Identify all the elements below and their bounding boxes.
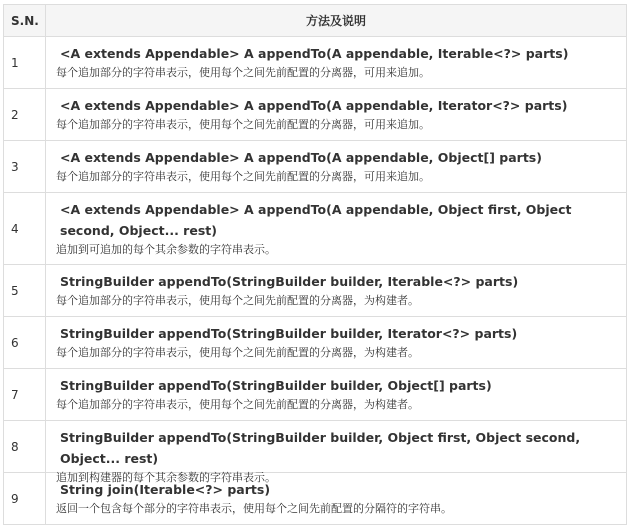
method-description: 每个追加部分的字符串表示，使用每个之间先前配置的分离器，为构建者。 (56, 398, 419, 411)
table-row (4, 37, 626, 89)
row-content (46, 193, 626, 264)
method-description: 每个追加部分的字符串表示，使用每个之间先前配置的分离器，可用来追加。 (56, 118, 430, 131)
row-sn: 5 (4, 265, 46, 316)
row-content (46, 317, 626, 368)
table-row (4, 473, 626, 525)
method-description: 返回一个包含每个部分的字符串表示，使用每个之间先前配置的分隔符的字符串。 (56, 502, 452, 515)
method-signature: StringBuilder appendTo(StringBuilder builder, Object[] parts) (60, 378, 492, 393)
row-sn: 4 (4, 193, 46, 264)
row-content (46, 89, 626, 140)
row-content (46, 369, 626, 420)
row-sn: 7 (4, 369, 46, 420)
method-signature: <A extends Appendable> A appendTo(A appendable, Iterator<?> parts) (60, 98, 568, 113)
row-sn: 6 (4, 317, 46, 368)
method-signature: <A extends Appendable> A appendTo(A appendable, Iterable<?> parts) (60, 46, 569, 61)
row-content (46, 141, 626, 192)
header-method: 方法及说明 (305, 14, 366, 28)
row-content (46, 473, 626, 524)
method-signature: StringBuilder appendTo(StringBuilder builder, Object first, Object second, Object... rest) (60, 430, 581, 466)
table-row (4, 421, 626, 484)
header-sn: S.N. (4, 5, 46, 36)
method-description: 每个追加部分的字符串表示，使用每个之间先前配置的分离器，可用来追加。 (56, 170, 430, 183)
row-sn: 8 (4, 421, 46, 472)
row-content (46, 421, 626, 484)
row-sn: 1 (4, 37, 46, 88)
table-row (4, 89, 626, 141)
table-header-row (4, 5, 626, 37)
method-signature: String join(Iterable<?> parts) (60, 482, 271, 497)
method-description: 每个追加部分的字符串表示，使用每个之间先前配置的分离器，为构建者。 (56, 346, 419, 359)
table-row (4, 369, 626, 421)
row-sn: 2 (4, 89, 46, 140)
table-row (4, 193, 626, 265)
table-row (4, 265, 626, 317)
table-row (4, 141, 626, 193)
method-signature: <A extends Appendable> A appendTo(A appendable, Object first, Object second, Object... rest) (60, 202, 572, 238)
table-row (4, 317, 626, 369)
method-signature: StringBuilder appendTo(StringBuilder builder, Iterable<?> parts) (60, 274, 519, 289)
method-description: 追加到构建器的每个其余参数的字符串表示。 (56, 471, 276, 484)
method-description: 追加到可追加的每个其余参数的字符串表示。 (56, 243, 276, 256)
row-sn: 3 (4, 141, 46, 192)
row-content (46, 265, 626, 316)
method-description: 每个追加部分的字符串表示，使用每个之间先前配置的分离器，为构建者。 (56, 294, 419, 307)
method-signature: <A extends Appendable> A appendTo(A appendable, Object[] parts) (60, 150, 542, 165)
row-content (46, 37, 626, 88)
method-description: 每个追加部分的字符串表示，使用每个之间先前配置的分离器，可用来追加。 (56, 66, 430, 79)
methods-table (3, 4, 627, 525)
row-sn: 9 (4, 473, 46, 524)
method-signature: StringBuilder appendTo(StringBuilder builder, Iterator<?> parts) (60, 326, 518, 341)
